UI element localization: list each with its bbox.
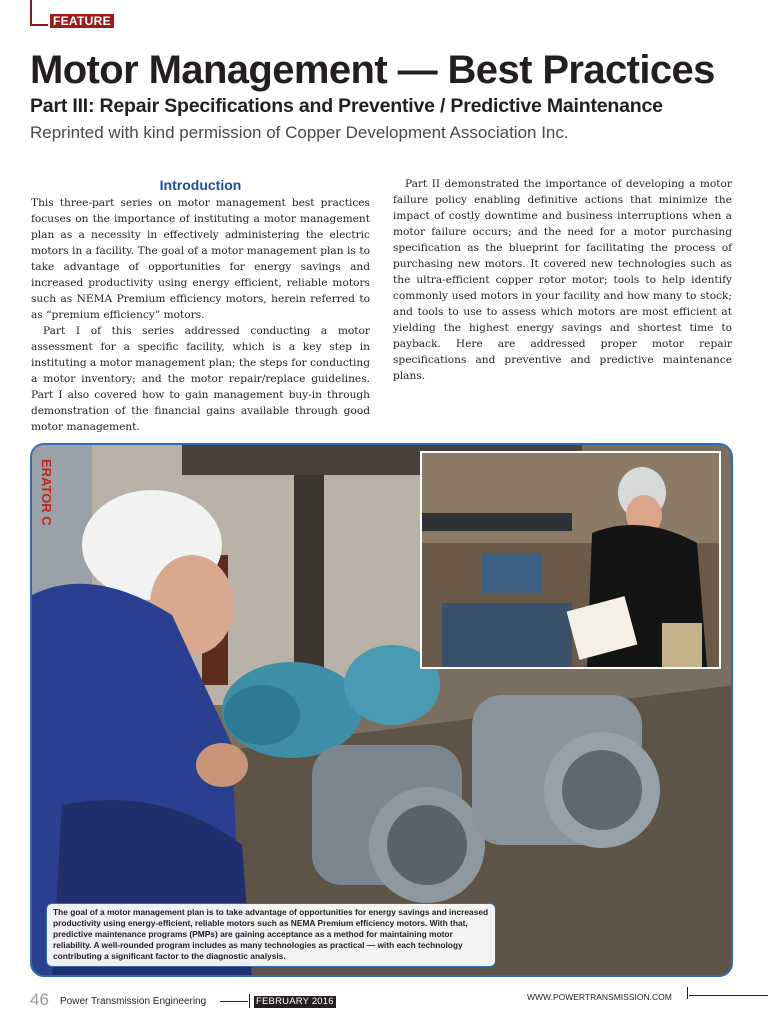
background-sign-text: ERATOR C <box>39 459 54 526</box>
url-bracket <box>684 987 688 999</box>
reprint-credit: Reprinted with kind permission of Copper Development Association Inc. <box>30 123 569 142</box>
footer-rule-left <box>220 1001 248 1002</box>
article-title: Motor Management — Best Practices <box>30 48 715 92</box>
man-taking-notes-photo <box>422 453 719 667</box>
paragraph-intro: This three-part series on motor management best practices focuses on the importance of instituting a motor management plan as a necessity in effectively administering the electric motors in a facility. The goal of a motor management plan is to take advantage of opportunities for energy savings and increased productivity using energy efficient, reliable motors such as NEMA Premium efficiency motors, herein referred to as “premium efficiency” motors. <box>31 197 370 321</box>
photo-caption: The goal of a motor management plan is to take advantage of opportunities for energy savings and increased productivity using energy-efficient, reliable motors such as NEMA Premium efficiency motors. With that, predictive maintenance programs (PMPs) are gaining acceptance as a method for maintaining motor reliability. A well-rounded program includes as many technologies as practical — with each technology contributing a significant factor to the diagnostic analysis. <box>46 903 496 967</box>
website-url[interactable]: WWW.POWERTRANSMISSION.COM <box>527 992 672 1002</box>
footer-rule-right <box>689 995 768 996</box>
section-heading-introduction: Introduction <box>159 177 242 193</box>
feature-tag: FEATURE <box>50 14 114 28</box>
paragraph-part-one: Part I of this series addressed conducting a motor assessment for a specific facility, which is a key step in instituting a motor management plan; the steps for conducting a motor inventory; and the motor repair/replace guidelines. Part I also covered how to gain management buy-in through demonstration of the financial gains available through good motor management. <box>31 325 370 433</box>
inset-photo <box>420 451 721 669</box>
page-number: 46 <box>30 990 49 1009</box>
left-column <box>31 176 370 435</box>
feature-bracket <box>30 0 48 26</box>
right-column <box>393 176 732 384</box>
issue-date: FEBRUARY 2016 <box>256 996 334 1007</box>
paragraph-part-two: Part II demonstrated the importance of developing a motor failure policy enabling definitive actions that minimize the impact of costly downtime and business interruptions when a motor failure occurs; and the need for a motor purchasing specification as the blueprint for facilitating the process of purchasing new motors. It covered new technologies such as the ultra-efficient copper rotor motor; tools to help identify commonly used motors in your facility and how many to stock; and tools to use to assess which motors are most efficient at yielding the highest energy savings and shortest time to payback. Here are addressed proper motor repair specifications and preventive and predictive maintenance plans. <box>393 178 732 382</box>
article-subtitle: Part III: Repair Specifications and Preventive / Predictive Maintenance <box>30 95 663 117</box>
publication-name: Power Transmission Engineering <box>60 996 207 1007</box>
